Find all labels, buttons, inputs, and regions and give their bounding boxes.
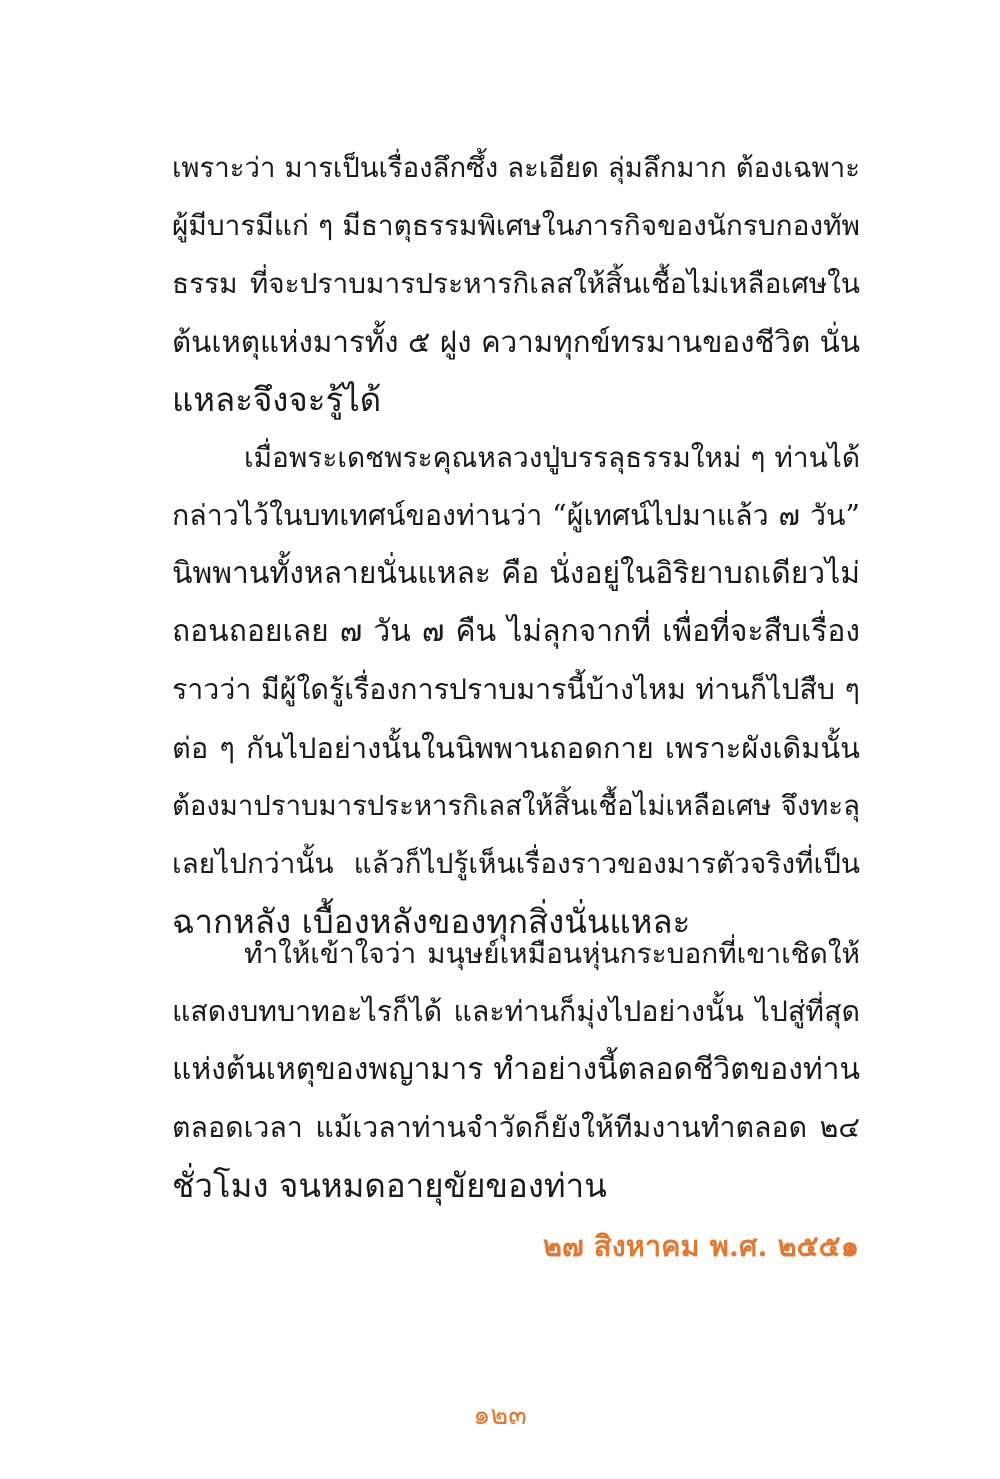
paragraph-2 xyxy=(172,429,860,951)
paragraph-line: ทำให้เข้าใจว่า มนุษย์เหมือนหุ่นกระบอกที่เขาเชิดให้ xyxy=(244,937,860,970)
paragraph-line: ถอนถอยเลย ๗ วัน ๗ คืน ไม่ลุกจากที่ เพื่อที่จะสืบเรื่อง xyxy=(172,614,860,649)
paragraph-line: ราวว่า มีผู้ใดรู้เรื่องการปราบมารนี้บ้างไหม ท่านก็ไปสืบ ๆ xyxy=(172,673,860,706)
paragraph-line: กล่าวไว้ในบทเทศน์ของท่านว่า “ผู้เทศน์ไปมาแล้ว ๗ วัน” xyxy=(172,499,860,532)
page-number: ๑๒๓ xyxy=(473,1400,527,1431)
paragraph-line: ชั่วโมง จนหมดอายุขัยของท่าน xyxy=(172,1166,607,1205)
paragraph-line: ต้นเหตุแห่งมารทั้ง ๕ ฝูง ความทุกข์ทรมานของชีวิต นั่น xyxy=(172,325,860,359)
paragraph-line: ฉากหลัง เบื้องหลังของทุกสิ่งนั่นแหละ xyxy=(172,902,691,941)
paragraph-line: แสดงบทบาทอะไรก็ได้ และท่านก็มุ่งไปอย่างนั้น ไปสู่ที่สุด xyxy=(172,995,860,1028)
paragraph-line: เพราะว่า มารเป็นเรื่องลึกซึ้ง ละเอียด ลุ่มลึกมาก ต้องเฉพาะ xyxy=(172,152,860,184)
paragraph-line: เมื่อพระเดชพระคุณหลวงปู่บรรลุธรรมใหม่ ๆ ท่านได้ xyxy=(244,441,860,474)
paragraph-line: แห่งต้นเหตุของพญามาร ทำอย่างนี้ตลอดชีวิตของท่าน xyxy=(172,1052,860,1087)
paragraph-3 xyxy=(172,925,860,1215)
paragraph-line: ผู้มีบารมีแก่ ๆ มีธาตุธรรมพิเศษในภารกิจของนักรบกองทัพ xyxy=(172,209,860,242)
paragraph-line: ตลอดเวลา แม้เวลาท่านจำวัดก็ยังให้ทีมงานทำตลอด ๒๔ xyxy=(172,1111,860,1144)
paragraph-1 xyxy=(172,139,860,429)
paragraph-line: แหละจึงจะรู้ได้ xyxy=(172,380,382,419)
paragraph-line: ต่อ ๆ กันไปอย่างนั้นในนิพพานถอดกาย เพราะผังเดิมนั้น xyxy=(172,731,860,765)
paragraph-line: ต้องมาปราบมารประหารกิเลสให้สิ้นเชื้อไม่เหลือเศษ จึงทะลุ xyxy=(172,790,860,822)
paragraph-line: เลยไปกว่านั้น แล้วก็ไปรู้เห็นเรื่องราวของมารตัวจริงที่เป็น xyxy=(172,847,860,880)
paragraph-line: นิพพานทั้งหลายนั่นแหละ คือ นั่งอยู่ในอิริยาบถเดียวไม่ xyxy=(172,556,860,591)
date-line: ๒๗ สิงหาคม พ.ศ. ๒๕๕๑ xyxy=(542,1229,859,1263)
paragraph-line: ธรรม ที่จะปราบมารประหารกิเลสให้สิ้นเชื้อไม่เหลือเศษใน xyxy=(172,267,860,300)
